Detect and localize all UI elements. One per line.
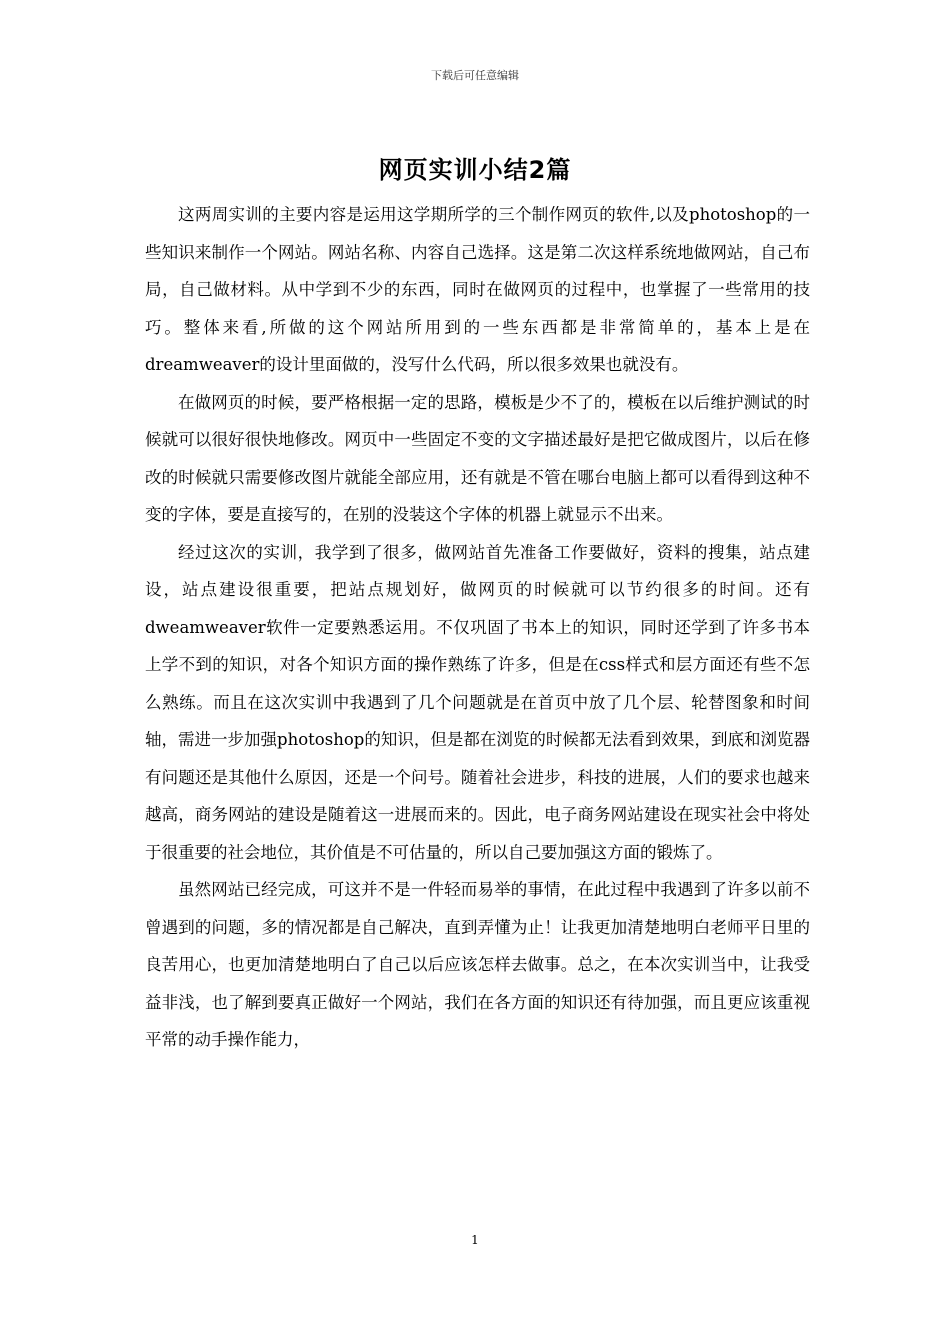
paragraph-3: 经过这次的实训，我学到了很多，做网站首先准备工作要做好，资料的搜集，站点建设，站点建设很重要，把站点规划好，做网页的时候就可以节约很多的时间。还有dweamweaver软件一定要熟悉运用。不仅巩固了书本上的知识，同时还学到了许多书本上学不到的知识，对各个知识方面的操作熟练了许多，但是在css样式和层方面还有些不怎么熟练。而且在这次实训中我遇到了几个问题就是在首页中放了几个层、轮替图象和时间轴，需进一步加强photoshop的知识，但是都在浏览的时候都无法看到效果，到底和浏览器有问题还是其他什么原因，还是一个问号。随着社会进步，科技的进展，人们的要求也越来越高，商务网站的建设是随着这一进展而来的。因此，电子商务网站建设在现实社会中将处于很重要的社会地位，其价值是不可估量的，所以自己要加强这方面的锻炼了。 bbox=[145, 542, 810, 862]
paragraph-1: 这两周实训的主要内容是运用这学期所学的三个制作网页的软件,以及photoshop的一些知识来制作一个网站。网站名称、内容自己选择。这是第二次这样系统地做网站，自己布局，自己做材料。从中学到不少的东西，同时在做网页的过程中，也掌握了一些常用的技巧。整体来看,所做的这个网站所用到的一些东西都是非常简单的，基本上是在dreamweaver的设计里面做的，没写什么代码，所以很多效果也就没有。 bbox=[145, 205, 810, 374]
document-title: 网页实训小结2篇 bbox=[378, 156, 572, 184]
page-number: 1 bbox=[471, 1233, 479, 1247]
header-note: 下载后可任意编辑 bbox=[431, 69, 519, 82]
document-body bbox=[145, 196, 810, 1059]
paragraph-2: 在做网页的时候，要严格根据一定的思路，模板是少不了的，模板在以后维护测试的时候就可以很好很快地修改。网页中一些固定不变的文字描述最好是把它做成图片，以后在修改的时候就只需要修改图片就能全部应用，还有就是不管在哪台电脑上都可以看得到这种不变的字体，要是直接写的，在别的没装这个字体的机器上就显示不出来。 bbox=[145, 392, 810, 524]
paragraph-4: 虽然网站已经完成，可这并不是一件轻而易举的事情，在此过程中我遇到了许多以前不曾遇到的问题，多的情况都是自己解决，直到弄懂为止！让我更加清楚地明白老师平日里的良苦用心，也更加清楚地明白了自己以后应该怎样去做事。总之，在本次实训当中，让我受益非浅，也了解到要真正做好一个网站，我们在各方面的知识还有待加强，而且更应该重视平常的动手操作能力， bbox=[145, 880, 810, 1049]
